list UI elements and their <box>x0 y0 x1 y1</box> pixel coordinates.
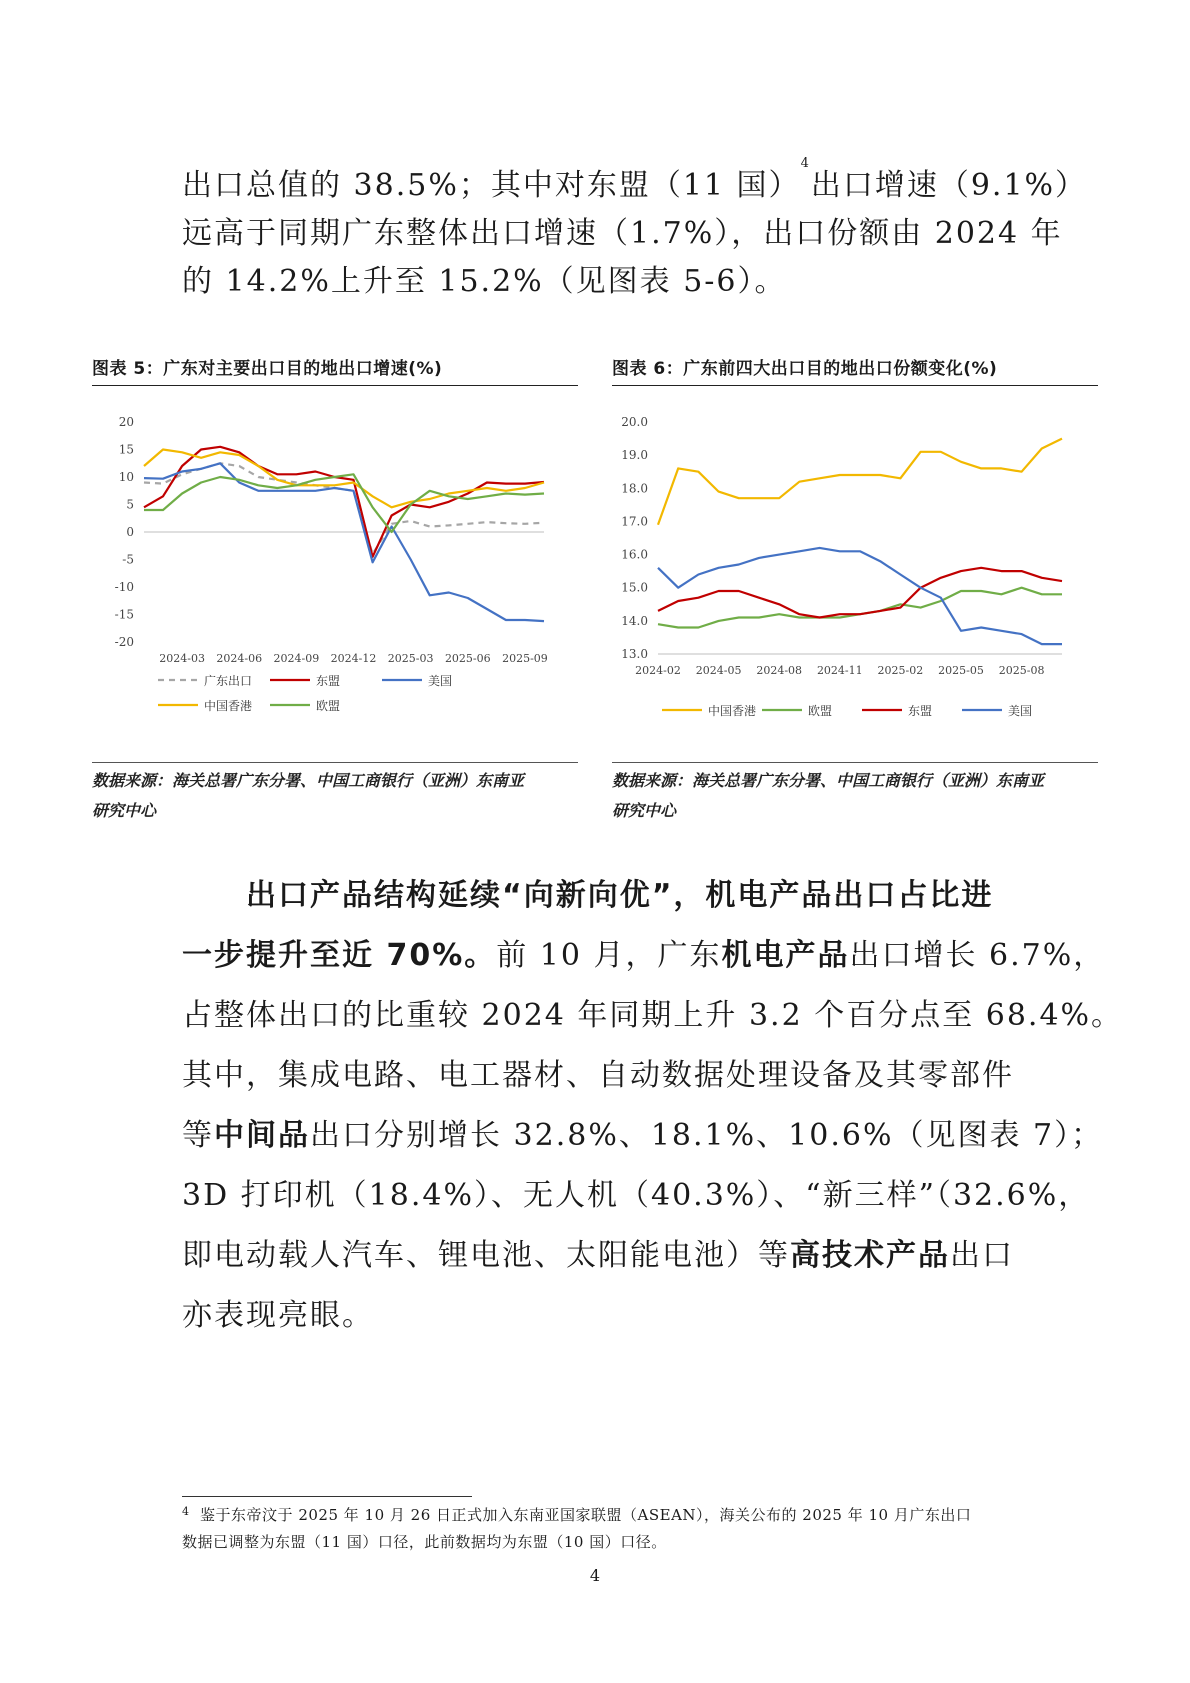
figure-6-source-line2: 研究中心 <box>612 801 677 820</box>
y-tick-label: 5 <box>126 497 134 512</box>
legend-label: 中国香港 <box>708 704 757 718</box>
footnote-line2: 数据已调整为东盟（11 国）口径，此前数据均为东盟（10 国）口径。 <box>182 1533 667 1551</box>
footnote-ref[interactable]: 4 <box>800 156 811 171</box>
x-tick-label: 2025-08 <box>998 664 1045 677</box>
y-tick-label: 20.0 <box>621 415 648 429</box>
footnote-rule <box>182 1496 472 1497</box>
x-tick-label: 2024-06 <box>216 652 263 665</box>
text: 出口增长 6.7%， <box>849 938 1106 973</box>
bold-text: 高技术产品 <box>790 1238 950 1273</box>
series-line-美国 <box>658 548 1062 644</box>
bold-text: 一步提升至近 70%。 <box>182 938 497 973</box>
figure-5-chart <box>92 386 578 746</box>
figure-5-source-line1: 数据来源：海关总署广东分署、中国工商银行（亚洲）东南亚 <box>92 771 525 790</box>
y-tick-label: 10 <box>118 470 134 484</box>
y-tick-label: 17.0 <box>621 514 648 529</box>
y-tick-label: 19.0 <box>621 448 648 463</box>
legend-label: 东盟 <box>316 674 341 688</box>
y-tick-label: -15 <box>114 607 134 622</box>
text: 出口总值的 38.5%；其中对东盟（11 国） <box>182 168 801 203</box>
x-tick-label: 2024-02 <box>635 664 681 677</box>
para2-line6: 3D 打印机（18.4%）、无人机（40.3%）、“新三样”（32.6%， <box>182 1178 1091 1213</box>
figure-6-source <box>612 766 1112 826</box>
para2-line3: 占整体出口的比重较 2024 年同期上升 3.2 个百分点至 68.4%。 <box>182 998 1124 1033</box>
figure-5-source <box>92 766 592 826</box>
x-tick-label: 2024-08 <box>756 664 803 677</box>
legend-label: 美国 <box>1008 704 1033 718</box>
y-tick-label: 0 <box>126 525 134 539</box>
series-line-东盟 <box>658 568 1062 618</box>
para2-line2 <box>182 930 1105 974</box>
para2-line7 <box>182 1230 1014 1274</box>
y-tick-label: -20 <box>114 635 134 649</box>
bold-text: 出口产品结构延续“向新向优”，机电产品出口占比进 <box>246 878 994 913</box>
y-tick-label: -5 <box>122 552 134 567</box>
legend-label: 中国香港 <box>204 699 253 713</box>
bold-text: 机电产品 <box>721 938 850 973</box>
x-tick-label: 2024-03 <box>159 652 205 665</box>
page-number: 4 <box>589 1566 601 1585</box>
x-tick-label: 2025-03 <box>387 652 434 665</box>
x-tick-label: 2024-12 <box>330 652 377 665</box>
series-line-美国 <box>144 463 544 621</box>
footnote <box>182 1502 1042 1556</box>
para2-line5 <box>182 1110 1103 1154</box>
para2-line1 <box>246 870 993 914</box>
figure-6-source-line1: 数据来源：海关总署广东分署、中国工商银行（亚洲）东南亚 <box>612 771 1045 790</box>
text: 出口增速（9.1%） <box>810 168 1088 203</box>
figure-6-source-rule <box>612 762 1098 763</box>
footnote-line1 <box>182 1502 1042 1529</box>
series-line-欧盟 <box>658 588 1062 628</box>
x-tick-label: 2024-11 <box>816 664 863 677</box>
series-line-广东出口 <box>144 463 544 554</box>
text: 出口分别增长 32.8%、18.1%、10.6%（见图表 7）； <box>310 1118 1104 1153</box>
text: 出口 <box>950 1238 1014 1273</box>
figure-6-chart <box>612 386 1098 746</box>
legend-label: 东盟 <box>908 704 933 718</box>
legend-label: 欧盟 <box>808 704 833 718</box>
y-tick-label: -10 <box>114 580 134 594</box>
x-tick-label: 2025-02 <box>877 664 924 677</box>
x-tick-label: 2025-09 <box>502 652 548 665</box>
y-tick-label: 16.0 <box>621 547 648 562</box>
text: 鉴于东帝汶于 2025 年 10 月 26 日正式加入东南亚国家联盟（ASEAN），海关公布的 2025 年 10 月广东出口 <box>200 1506 972 1524</box>
text: 前 10 月，广东 <box>496 938 722 973</box>
series-line-中国香港 <box>658 439 1062 525</box>
bold-text: 中间品 <box>214 1118 310 1153</box>
figure-5-source-line2: 研究中心 <box>92 801 157 820</box>
figure-5-source-rule <box>92 762 578 763</box>
figure-5 <box>92 354 578 746</box>
series-line-东盟 <box>144 447 544 557</box>
y-tick-label: 20 <box>118 415 134 429</box>
legend-label: 广东出口 <box>204 674 253 688</box>
text: 等 <box>182 1118 214 1153</box>
y-tick-label: 14.0 <box>621 613 648 628</box>
text: 即电动载人汽车、锂电池、太阳能电池）等 <box>182 1238 790 1273</box>
para2-line8: 亦表现亮眼。 <box>182 1298 374 1333</box>
x-tick-label: 2024-09 <box>273 652 320 665</box>
legend-label: 美国 <box>428 674 453 688</box>
x-tick-label: 2024-05 <box>695 664 742 677</box>
y-tick-label: 15.0 <box>621 580 648 595</box>
x-tick-label: 2025-05 <box>938 664 984 677</box>
figure-5-title: 图表 5：广东对主要出口目的地出口增速(%) <box>92 354 578 386</box>
y-tick-label: 18.0 <box>621 481 648 496</box>
footnote-marker: 4 <box>182 1505 190 1518</box>
x-tick-label: 2025-06 <box>444 652 491 665</box>
figure-6 <box>612 354 1098 746</box>
figure-6-title: 图表 6：广东前四大出口目的地出口份额变化(%) <box>612 354 1098 386</box>
para2-line4: 其中，集成电路、电工器材、自动数据处理设备及其零部件 <box>182 1058 1014 1093</box>
legend-label: 欧盟 <box>316 699 341 713</box>
para1-line1 <box>182 156 1088 204</box>
para1-line3: 的 14.2%上升至 15.2%（见图表 5-6）。 <box>182 264 787 299</box>
y-tick-label: 15 <box>118 442 134 457</box>
para1-line2: 远高于同期广东整体出口增速（1.7%），出口份额由 2024 年 <box>182 216 1063 251</box>
y-tick-label: 13.0 <box>621 647 648 661</box>
